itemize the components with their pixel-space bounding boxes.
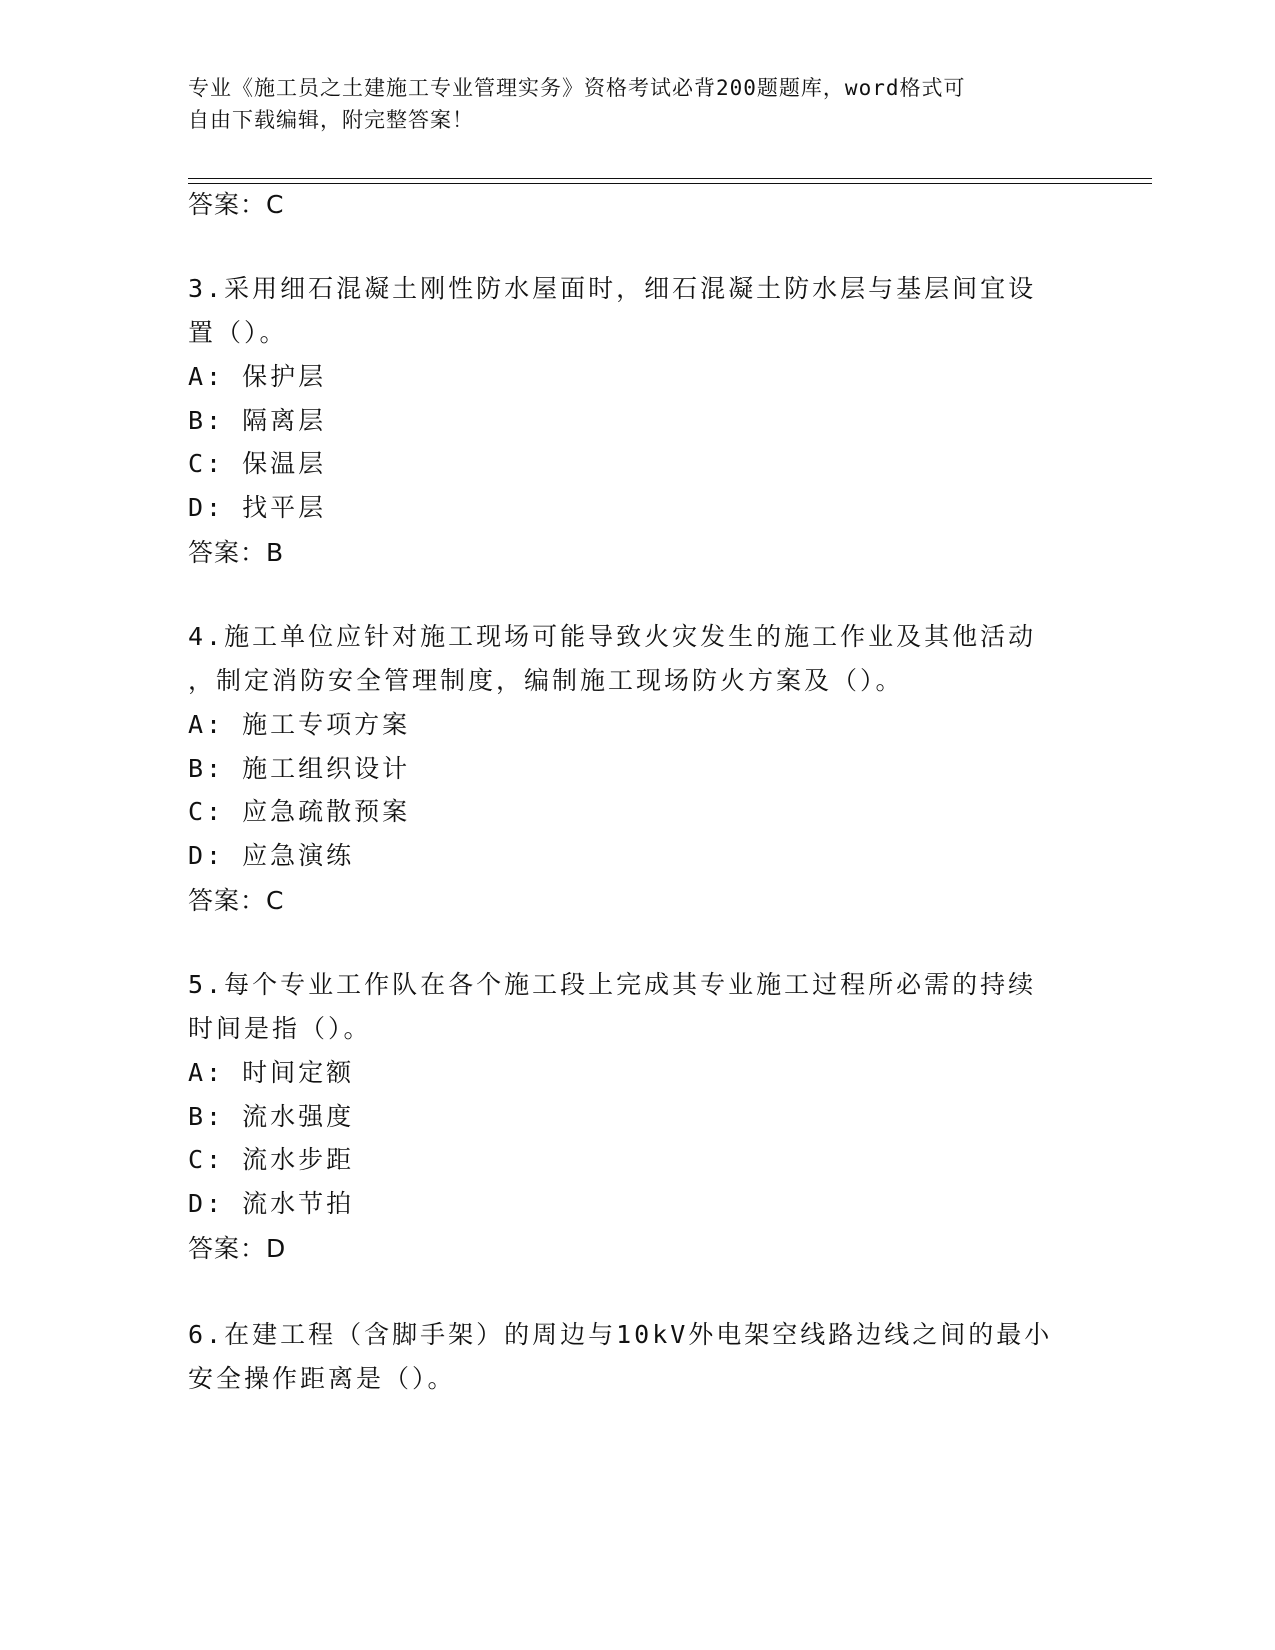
header-divider-bottom — [188, 183, 1152, 184]
option-b: B: 施工组织设计 — [188, 754, 411, 783]
question-stem: 6.在建工程（含脚手架）的周边与10kV外电架空线路边线之间的最小 — [188, 1320, 1053, 1349]
option-b: B: 隔离层 — [188, 406, 327, 435]
option-d: D: 流水节拍 — [188, 1189, 355, 1218]
document-header — [188, 72, 1068, 136]
header-divider-top — [188, 178, 1152, 179]
question-stem-cont: 置（）。 — [188, 318, 288, 347]
answer: 答案：D — [188, 1234, 287, 1263]
option-a: A: 时间定额 — [188, 1058, 355, 1087]
option-d: D: 找平层 — [188, 493, 327, 522]
option-c: C: 流水步距 — [188, 1145, 355, 1174]
question-stem: 3.采用细石混凝土刚性防水屋面时，细石混凝土防水层与基层间宜设 — [188, 274, 1037, 303]
option-c: C: 应急疏散预案 — [188, 797, 411, 826]
option-a: A: 保护层 — [188, 362, 327, 391]
option-c: C: 保温层 — [188, 449, 327, 478]
question-stem-cont: ，制定消防安全管理制度，编制施工现场防火方案及（）。 — [188, 666, 904, 695]
previous-answer: 答案：C — [188, 190, 285, 219]
option-d: D: 应急演练 — [188, 841, 355, 870]
question-stem: 4.施工单位应针对施工现场可能导致火灾发生的施工作业及其他活动 — [188, 622, 1037, 651]
question-stem-cont: 时间是指（）。 — [188, 1014, 372, 1043]
question-stem-cont: 安全操作距离是（）。 — [188, 1364, 456, 1393]
header-line-1: 专业《施工员之土建施工专业管理实务》资格考试必背200题题库，word格式可 — [188, 76, 966, 100]
question-stem: 5.每个专业工作队在各个施工段上完成其专业施工过程所必需的持续 — [188, 970, 1037, 999]
option-a: A: 施工专项方案 — [188, 710, 411, 739]
header-line-2: 自由下载编辑，附完整答案！ — [188, 108, 474, 132]
option-b: B: 流水强度 — [188, 1102, 355, 1131]
answer: 答案：C — [188, 886, 285, 915]
answer: 答案：B — [188, 538, 285, 567]
